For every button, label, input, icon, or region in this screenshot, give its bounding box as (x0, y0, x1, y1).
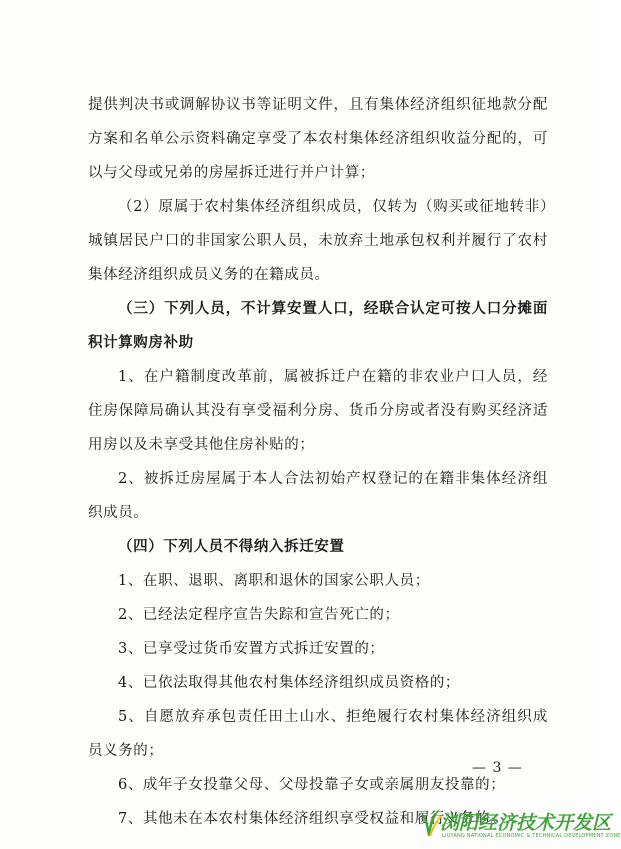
list-item: 2、已经法定程序宣告失踪和宣告死亡的； (118, 607, 400, 623)
paragraph-item-2: （2）原属于农村集体经济组织成员，仅转为（购买或征地转非）城镇居民户口的非国家公职人员，未放弃土地承包权利并履行了农村集体经济组织成员义务的在籍成员。 (88, 199, 548, 283)
paragraph-continuation: 提供判决书或调解协议书等证明文件，且有集体经济组织征地款分配方案和名单公示资料确定享受了本农村集体经济组织收益分配的，可以与父母或兄弟的房屋拆迁进行并户计算； (88, 97, 548, 181)
document-body (88, 88, 548, 836)
watermark-logo (412, 806, 621, 846)
watermark-title: 浏阳经济技术开发区 (440, 812, 612, 834)
list-item: 2、被拆迁房屋属于本人合法初始产权登记的在籍非集体经济组织成员。 (88, 471, 548, 521)
list-item: 3、已享受过货币安置方式拆迁安置的； (118, 641, 385, 657)
list-item: 6、成年子女投靠父母、父母投靠子女或亲属朋友投靠的； (118, 777, 506, 793)
list-item: 5、自愿放弃承包责任田土山水、拒绝履行农村集体经济组织成员义务的； (88, 709, 548, 759)
list-item: 1、在职、退职、离职和退休的国家公职人员； (118, 573, 430, 589)
list-item: 7、其他未在本农村集体经济组织享受权益和履行义务的。 (118, 811, 506, 827)
list-item: 4、已依法取得其他农村集体经济组织成员资格的； (118, 675, 461, 691)
watermark-subtitle: LIUYANG NATIONAL ECONOMIC & TECHNICAL DEVELOPMENT ZONE (442, 833, 621, 839)
page-number: — 3 — (472, 760, 523, 776)
list-item: 1、在户籍制度改革前，属被拆迁户在籍的非农业户口人员，经住房保障局确认其没有享受福利分房、货币分房或者没有购买经济适用房以及未享受其他住房补贴的； (88, 369, 548, 453)
section-heading-3: （三）下列人员，不计算安置人口，经联合认定可按人口分摊面积计算购房补助 (88, 300, 548, 351)
leaf-v-logo-icon (416, 806, 442, 840)
section-heading-4: （四）下列人员不得纳入拆迁安置 (118, 538, 345, 555)
